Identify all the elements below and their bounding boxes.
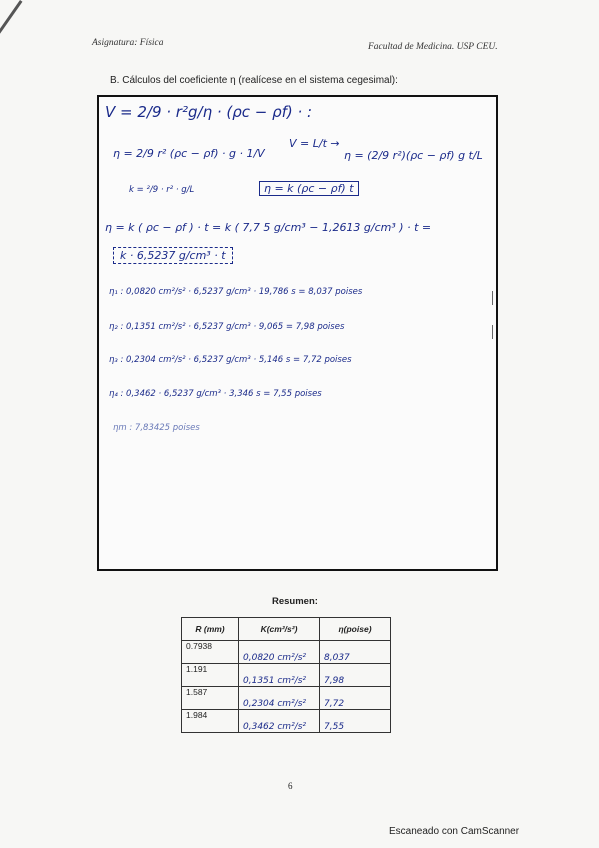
- summary-title: Resumen:: [272, 596, 318, 607]
- table-row: [182, 664, 391, 687]
- table-row: [182, 687, 391, 710]
- cell-eta: 7,55: [320, 710, 391, 733]
- formula-eta-k-boxed: η = k (ρc − ρf) t: [259, 181, 359, 196]
- table-row: [182, 641, 391, 664]
- eta-1-calculation: η₁ : 0,0820 cm²/s² · 6,5237 g/cm³ · 19,786 s = 8,037 poises: [109, 287, 363, 297]
- cell-k: 0,1351 cm²/s²: [239, 664, 320, 687]
- formula-eta-derived: η = 2/9 r² (ρc − ρf) · g · 1/V: [113, 147, 265, 160]
- margin-tick: [492, 291, 493, 305]
- formula-eta-k-expanded: η = k ( ρc − ρf ) · t = k ( 7,7 5 g/cm³ − 1,2613 g/cm³ ) · t =: [105, 221, 432, 234]
- formula-k-definition: k = ²/9 · r² · g/L: [129, 185, 195, 195]
- cell-k: 0,0820 cm²/s²: [239, 641, 320, 664]
- faculty-header: Facultad de Medicina. USP CEU.: [368, 42, 498, 52]
- cell-k: 0,2304 cm²/s²: [239, 687, 320, 710]
- scan-artifact-line: [0, 0, 22, 59]
- col-header-eta: η(poise): [320, 618, 391, 641]
- formula-velocity: V = 2/9 · r²g/η · (ρc − ρf) · :: [105, 103, 313, 121]
- cell-r: 0.7938: [182, 641, 239, 664]
- formula-velocity-lt: V = L/t →: [289, 137, 340, 150]
- cell-r: 1.587: [182, 687, 239, 710]
- calculation-box: [97, 95, 498, 571]
- cell-eta: 8,037: [320, 641, 391, 664]
- col-header-r: R (mm): [182, 618, 239, 641]
- cell-r: 1.984: [182, 710, 239, 733]
- cell-eta: 7,72: [320, 687, 391, 710]
- eta-2-calculation: η₂ : 0,1351 cm²/s² · 6,5237 g/cm³ · 9,065 = 7,98 poises: [109, 322, 345, 332]
- scanner-watermark: Escaneado con CamScanner: [389, 826, 520, 837]
- table-header-row: [182, 618, 391, 641]
- eta-mean: ηm : 7,83425 poises: [113, 423, 200, 433]
- formula-eta-substituted: η = (2/9 r²)(ρc − ρf) g t/L: [344, 149, 483, 162]
- section-title: B. Cálculos del coeficiente η (realícese en el sistema cegesimal):: [110, 75, 398, 86]
- cell-eta: 7,98: [320, 664, 391, 687]
- col-header-k: K(cm²/s²): [239, 618, 320, 641]
- formula-k-result: k · 6,5237 g/cm³ · t: [113, 247, 233, 264]
- cell-k: 0,3462 cm²/s²: [239, 710, 320, 733]
- table-row: [182, 710, 391, 733]
- eta-4-calculation: η₄ : 0,3462 · 6,5237 g/cm³ · 3,346 s = 7,55 poises: [109, 389, 322, 399]
- cell-r: 1.191: [182, 664, 239, 687]
- margin-tick: [492, 325, 493, 339]
- page-number: 6: [288, 781, 293, 791]
- summary-table: [181, 617, 391, 733]
- eta-3-calculation: η₃ : 0,2304 cm²/s² · 6,5237 g/cm³ · 5,146 s = 7,72 poises: [109, 355, 352, 365]
- course-header: Asignatura: Física: [92, 38, 164, 48]
